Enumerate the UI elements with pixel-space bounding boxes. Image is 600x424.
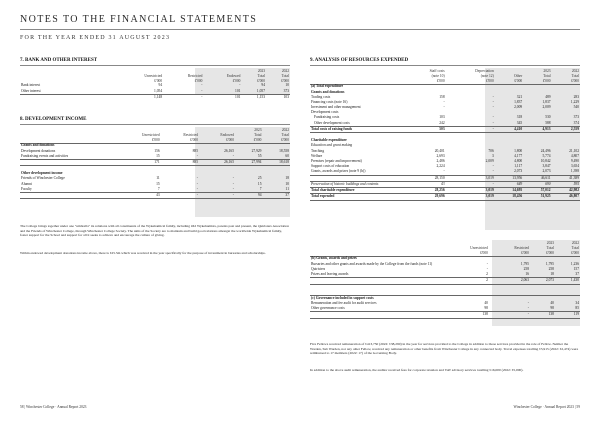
title-rule xyxy=(20,29,580,30)
table-row: Total expended 29,696 3,019 18,456 51,925 46,807 xyxy=(311,194,579,199)
page-title: NOTES TO THE FINANCIAL STATEMENTS xyxy=(20,14,258,25)
table-row: 2 2,063 2,073 1,430 xyxy=(310,278,580,284)
table-row: Prizes and leaving awards 2 16 18 37 xyxy=(311,271,579,276)
table-row: Bank interest 94 - - 94 10 xyxy=(21,83,289,88)
development-income-table: 2023 2022 Unrestricted Restricted Endowed Total Total £'000 £'000 £'000 £'000 £'000 Grants and donations Development donations 156 885 26,165 27,929 18,558 Fundraising events and activities 15 - - 55 60 171 885 26,165 27,994 18,618 Other development income Friends of Winchester College 11 - - 25 18 Alumni 15 - - 15 10 Faculty 7 - - 7 11 43 - - 94 37 xyxy=(21,127,289,198)
grants-governance-table: 2023 2022 Unrestricted Restricted Total Total £'000 £'000 £'000 £'000 (b) Grants, awards and prizes Bursaries and other grants and awards made by the College from the funds (note 11) - 1,795 1,795 1,236 Quiristers - 258 258 157 Prizes and leaving awards 2 16 18 37 2 2,063 2,073 1,430 (c) Governance included in support costs Remuneration and fee audit for audit services 40 - 40 34 Other governance costs 98 - 98 85 138 - 138 119 xyxy=(311,240,579,317)
table-row: Support costs of education 2,224 - 1,117 3,847 3,654 xyxy=(311,164,579,169)
section-8-title: 8. DEVELOPMENT INCOME xyxy=(20,117,87,122)
table-row: Bursaries and other grants and awards made by the College from the funds (note 11) - 1,795 1,795 1,236 xyxy=(311,261,579,266)
resources-expended-table: Staff costs Depreciation 2023 2022 (note 10) (note 12) Other Total Total £'000 £'000 £'000 £'000 £'000 (a) Total expenditure Grants and donations Trading costs 158 - 321 489 283 Financing costs (note 16) - - 1,837 1,837 1,229 Investment and other management - - 2,009 2,009 540 Development costs Fundraising costs 103 - 318 530 373 Other development costs 242 - 345 588 374 Total costs of raising funds 503 - 4,410 4,913 2,559 Charitable expenditure Education and grant making Teaching 20,401 706 1,800 24,496 21,102 Welfare 2,693 3 4,177 5,774 4,807 Premises (repair and improvement) 2,486 2,009 4,800 10,842 9,490 Support costs of education 2,224 - 1,117 3,847 3,654 Grants, awards and prizes (note 9 (b)) - - 2,073 2,073 1,398 28,150 3,019 13,956 46,611 41,389 Preservation of historic buildings and contents 43 - 649 690 595 Total charitable expenditure 28,256 3,019 14,695 57,012 42,982 Total expended 29,696 3,019 18,456 51,925 46,807 xyxy=(311,68,579,199)
table-row: Faculty 7 - - 7 11 xyxy=(21,186,289,191)
table-row: Development donations 156 885 26,165 27,929 18,558 xyxy=(21,148,289,153)
table-row: Alumni 15 - - 15 10 xyxy=(21,181,289,186)
table-row: Fundraising costs 103 - 318 530 373 xyxy=(314,115,579,120)
table-row: Remuneration and fee audit for audit services 40 - 40 34 xyxy=(311,300,579,305)
auditor-fees-paragraph: In addition to the above audit remuneration, the auditor received fees for corporate taxation and VAT advisory services totalling £16,000 (2022: £5,000). xyxy=(310,368,524,372)
section-7-title: 7. BANK AND OTHER INTEREST xyxy=(20,58,98,63)
table-row: Teaching 20,401 706 1,800 24,496 21,102 xyxy=(311,148,579,153)
table-row: 138 - 138 119 xyxy=(310,312,580,318)
table-row: Other governance costs 98 - 98 85 xyxy=(311,306,579,311)
table-row: 43 - - 94 37 xyxy=(20,193,290,199)
footer-left: 58 | Winchester College · Annual Report 2023 xyxy=(20,405,87,409)
table-row: Preservation of historic buildings and contents 43 - 649 690 595 xyxy=(311,181,579,186)
table-row: Premises (repair and improvement) 2,486 2,009 4,800 10,842 9,490 xyxy=(311,158,579,163)
society-paragraph: The College brings together under one "umbrella" its relations with all constituents of the Wykehamical family, including Old Wykehamists, parents past and present, the Quiristers Association and the Friends of Winchester College, through Winchester College Society. The aims of the Society are to maintain and build good relations amongst the worldwide Wykehamical family, foster support for the School and support for all it seeks to achieve and encourage the culture of giving. xyxy=(20,224,289,238)
table-row: Total costs of raising funds 503 - 4,410 4,913 2,559 xyxy=(311,126,579,131)
table-row: Other development costs 242 - 345 588 374 xyxy=(314,120,579,125)
interest-table: 2023 2022 Unrestricted Restricted Endowed Total Total £'000 £'000 £'000 £'000 £'000 Bank interest 94 - - 94 10 Other interest 1,054 - 101 1,057 373 1,148 - 101 1,153 103 xyxy=(21,68,289,99)
footer-right: Winchester College · Annual Report 2023 | 59 xyxy=(513,405,580,409)
endowed-donations-paragraph: Within endowed development donations income above, there is £25.5m which was received in the year specifically for the purpose of investment in bursaries and scholarships. xyxy=(20,251,266,255)
table-row: Quiristers - 258 258 157 xyxy=(311,266,579,271)
section-9-title: 9. ANALYSIS OF RESOURCES EXPENDED xyxy=(310,58,409,63)
section-8-rule xyxy=(20,124,290,125)
table-row: Welfare 2,693 3 4,177 5,774 4,807 xyxy=(311,153,579,158)
page-subtitle: FOR THE YEAR ENDED 31 AUGUST 2023 xyxy=(20,35,171,41)
table-row: 171 885 26,165 27,994 18,618 xyxy=(20,160,290,166)
table-row: Total charitable expenditure 28,256 3,019 14,695 57,012 42,982 xyxy=(311,187,579,192)
table-row: Friends of Winchester College 11 - - 25 18 xyxy=(21,176,289,181)
table-row: Other interest 1,054 - 101 1,057 373 xyxy=(21,88,289,93)
table-row: Trading costs 158 - 321 489 283 xyxy=(311,94,579,99)
table-row: Investment and other management - - 2,009 2,009 540 xyxy=(311,105,579,110)
table-row: 28,150 3,019 13,956 46,611 41,389 xyxy=(310,175,580,181)
table-row: Grants, awards and prizes (note 9 (b)) - - 2,073 2,073 1,398 xyxy=(311,169,579,174)
table-row: Fundraising events and activities 15 - - 55 60 xyxy=(21,153,289,158)
table-row: 1,148 - 101 1,153 103 xyxy=(20,94,290,100)
section-9-rule xyxy=(310,65,580,66)
table-row: Financing costs (note 16) - - 1,837 1,837 1,229 xyxy=(311,99,579,104)
fellows-remuneration-paragraph: Five Fellows received remuneration of £413,750 (2022: £38,290) in the year for services provided to the College in addition to those services provided in the role of Fellow. Neither the Warden, Sub Warden, nor any other Fellow, received any remuneration or other benefits from Winchester College in any connected body. Travel expenses totalling £5,915 (2022: £2,474) were reimbursed to 17 members (2022: 17) of the Governing Body. xyxy=(310,342,579,356)
section-7-rule xyxy=(20,65,290,66)
